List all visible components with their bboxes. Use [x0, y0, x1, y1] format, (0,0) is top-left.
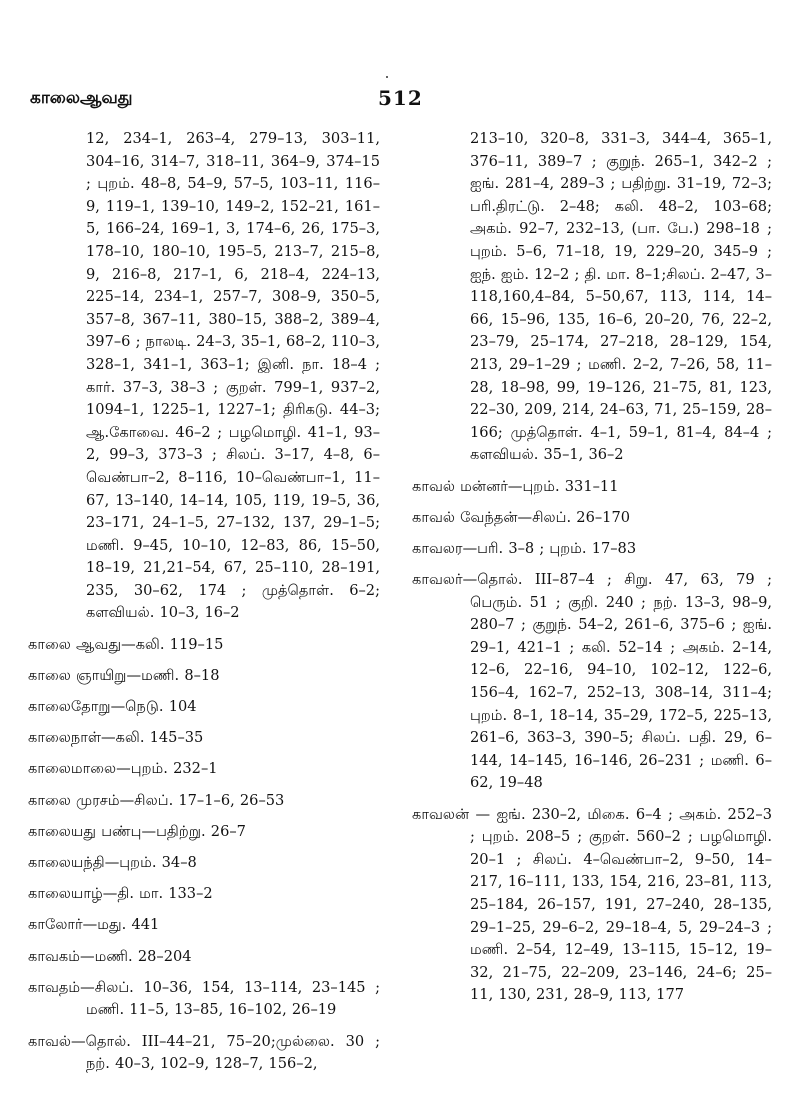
index-entry: காலோர்—மது. 441 [28, 916, 160, 934]
index-entry: காவல்—தொல். III–44–21, 75–20;முல்லை. 30 ; நற். 40–3, 102–9, 128–7, 156–2, [28, 1032, 380, 1073]
index-entry: காலையந்தி—புறம். 34–8 [28, 853, 197, 871]
index-entry: காவல் வேந்தன்—சிலப். 26–170 [412, 508, 631, 526]
index-entry: காலையது பண்பு—பதிற்று. 26–7 [28, 822, 246, 840]
index-entry: காலையாழ்—தி. மா. 133–2 [28, 885, 213, 903]
index-entry: காலை ஆவது—கலி. 119–15 [28, 635, 224, 653]
index-entry: காவகம்—மணி. 28–204 [28, 947, 192, 965]
index-entry: காலைமாலை—புறம். 232–1 [28, 760, 218, 778]
index-entry: காலை முரசம்—சிலப். 17–1–6, 26–53 [28, 791, 285, 809]
entry-continuation: 213–10, 320–8, 331–3, 344–4, 365–1, 376–11, 389–7 ; குறுந். 265–1, 342–2 ; ஐங். 281–4, 289–3 ; பதிற்று. 31–19, 72–3; பரி.திரட்டு. 2–48; கலி. 48–2, 103–68; அகம். 92–7, 232–13, (பா. பே.) 298–18 ; புறம். 5–6, 71–18, 19, 229–20, 345–9 ; ஐந். ஐம். 12–2 ; தி. மா. 8–1;சிலப். 2–47, 3–118,160,4–84, 5–50,67, 113, 114, 14–66, 15–96, 135, 16–6, 20–20, 76, 22–2, 23–79, 25–174, 27–218, 28–129, 154, 213, 29–1–29 ; மணி. 2–2, 7–26, 58, 11–28, 18–98, 99, 19–126, 21–75, 81, 123, 22–30, 209, 214, 24–63, 71, 25–159, 28–166; முத்தொள். 4–1, 59–1, 81–4, 84–4 ; களவியல். 35–1, 36–2 [470, 130, 772, 464]
index-entry: காவதம்—சிலப். 10–36, 154, 13–114, 23–145 ; மணி. 11–5, 13–85, 16–102, 26–19 [28, 978, 380, 1019]
right-column [412, 128, 772, 1016]
entry-continuation: 12, 234–1, 263–4, 279–13, 303–11, 304–16, 314–7, 318–11, 364–9, 374–15 ; புறம். 48–8, 54–9, 57–5, 103–11, 116–9, 119–1, 139–10, 149–2, 152–21, 161–5, 166–24, 169–1, 3, 174–6, 26, 175–3, 178–10, 180–10, 195–5, 213–7, 215–8, 9, 216–8, 217–1, 6, 218–4, 224–13, 225–14, 234–1, 257–7, 308–9, 350–5, 357–8, 367–11, 380–15, 388–2, 389–4, 397–6 ; நாலடி. 24–3, 35–1, 68–2, 110–3, 328–1, 341–1, 363–1; இனி. நா. 18–4 ; கார். 37–3, 38–3 ; குறள். 799–1, 937–2, 1094–1, 1225–1, 1227–1; திரிகடு. 44–3; ஆ.கோவை. 46–2 ; பழமொழி. 41–1, 93–2, 99–3, 373–3 ; சிலப். 3–17, 4–8, 6–வெண்பா–2, 8–116, 10–வெண்பா–1, 11–67, 13–140, 14–14, 105, 119, 19–5, 36, 23–171, 24–1–5, 27–132, 137, 29–1–5; மணி. 9–45, 10–10, 12–83, 86, 15–50, 18–19, 21,21–54, 67, 25–110, 28–191, 235, 30–62, 174 ; முத்தொள். 6–2; களவியல். 10–3, 16–2 [86, 130, 380, 622]
index-entry: காலைதோறு—நெடு. 104 [28, 698, 197, 716]
index-entry: காலை ஞாயிறு—மணி. 8–18 [28, 666, 220, 684]
page-number: 512 [378, 86, 423, 110]
left-column [28, 128, 380, 1084]
index-entry: காவலர—பரி. 3–8 ; புறம். 17–83 [412, 539, 637, 557]
index-entry: காவல் மன்னர்—புறம். 331–11 [412, 477, 619, 495]
index-entry: காவலன் — ஐங். 230–2, மிகை. 6–4 ; அகம். 252–3 ; புறம். 208–5 ; குறள். 560–2 ; பழமொழி. 20–1 ; சிலப். 4–வெண்பா–2, 9–50, 14–217, 16–111, 133, 154, 216, 23–81, 113, 25–184, 26–157, 191, 27–240, 28–135, 29–1–25, 29–6–2, 29–18–4, 5, 29–24–3 ; மணி. 2–54, 12–49, 13–115, 15–12, 19–32, 21–75, 22–209, 23–146, 24–6; 25–11, 130, 231, 28–9, 113, 177 [412, 805, 772, 1004]
index-entry: காவலர்—தொல். III–87–4 ; சிறு. 47, 63, 79 ; பெரும். 51 ; குறி. 240 ; நற். 13–3, 98–9, 280–7 ; குறுந். 54–2, 261–6, 375–6 ; ஐங். 29–1, 421–1 ; கலி. 52–14 ; அகம். 2–14, 12–6, 22–16, 94–10, 102–12, 122–6, 156–4, 162–7, 252–13, 308–14, 311–4; புறம். 8–1, 18–14, 35–29, 172–5, 225–13, 261–6, 363–3, 390–5; சிலப். பதி. 29, 6–144, 14–145, 16–146, 26–231 ; மணி. 6–62, 19–48 [412, 571, 772, 792]
running-head: காலைஆவது [30, 88, 133, 108]
print-speck [386, 76, 388, 78]
index-entry: காலைநாள்—கலி. 145–35 [28, 729, 204, 747]
